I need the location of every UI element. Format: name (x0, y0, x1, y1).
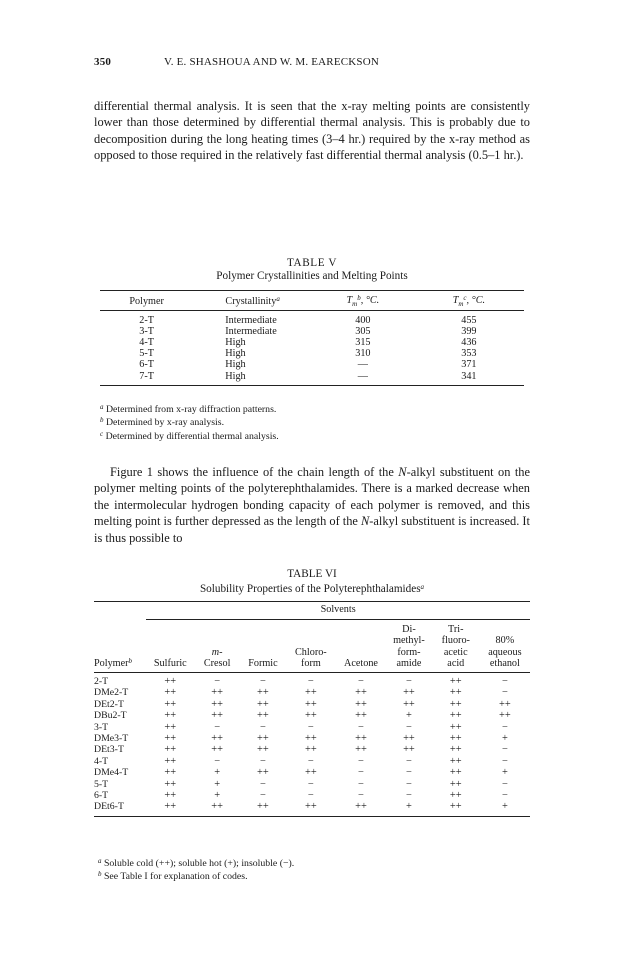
table-row (94, 801, 530, 816)
polymer-cell: DMe3-T (94, 733, 129, 744)
solubility-cell: − (307, 675, 314, 687)
table-row (94, 687, 530, 698)
cell: High (225, 337, 246, 349)
solubility-cell: ++ (304, 744, 317, 756)
solubility-cell: − (501, 687, 508, 699)
solubility-cell: ++ (211, 744, 224, 756)
solubility-cell: ++ (164, 721, 177, 733)
col-header-acetone: Acetone (336, 619, 386, 672)
footnote-b: $^b$ See Table I for explanation of codes. (98, 870, 248, 883)
solubility-cell: ++ (304, 687, 317, 699)
solubility-cell: ++ (257, 744, 269, 756)
cell: 436 (461, 337, 477, 349)
table-row (94, 790, 530, 801)
solubility-cell: ++ (164, 698, 177, 710)
solubility-cell: ++ (449, 675, 462, 687)
paragraph-1: differential thermal analysis. It is seen that the x-ray melting points are consistently lower than those determined by differential thermal analysis. This is probably due to decomposition during the long heating times (3–4 hr.) required by the x-ray method as opposed to those required in the relatively fast differential thermal analysis (0.5–1 hr.). (94, 99, 530, 163)
solubility-cell: ++ (449, 687, 462, 699)
solubility-cell: ++ (432, 801, 480, 816)
table-6-number: TABLE VI (287, 568, 337, 580)
table-row (94, 710, 530, 721)
solubility-cell: − (405, 767, 412, 779)
solubility-cell: ++ (449, 721, 462, 733)
solubility-cell: ++ (164, 778, 177, 790)
table-6 (94, 601, 530, 817)
solubility-cell: ++ (257, 767, 269, 779)
solubility-cell: ++ (355, 733, 367, 744)
solubility-cell: − (259, 721, 266, 733)
solubility-cell: + (501, 767, 508, 779)
solubility-cell: − (259, 675, 266, 687)
solubility-cell: − (214, 675, 221, 687)
solubility-cell: ++ (355, 710, 367, 722)
blank-header (94, 602, 146, 620)
cell: 455 (461, 315, 477, 327)
solubility-cell: − (501, 721, 508, 733)
paragraph-2: Figure 1 shows the influence of the chain length of the N-alkyl substituent on the polymer melting points of the polyterephthalamides. There is a marked decrease when the intermolecular hydrogen bonding capacity of each polymer is removed, and this melting point is further depressed as the length of the N-alkyl substituent is increased. It is thus possible to (94, 465, 530, 545)
solubility-cell: − (307, 778, 314, 790)
table-row (100, 371, 524, 386)
cell: — (312, 371, 414, 386)
col-header-crystallinity: Crystallinity$^a$ (193, 291, 312, 311)
table-6-footnotes (98, 856, 294, 883)
cell: 6-T (139, 359, 154, 371)
solubility-cell: ++ (403, 744, 415, 756)
solubility-cell: ++ (304, 767, 317, 779)
solubility-cell: − (358, 778, 364, 790)
table-5-title: Polymer Crystallinities and Melting Points (216, 270, 408, 282)
solubility-cell: − (358, 767, 364, 779)
solubility-cell: + (501, 733, 508, 744)
solubility-cell: − (501, 755, 508, 767)
solubility-cell: ++ (164, 755, 177, 767)
solubility-cell: ++ (164, 767, 177, 779)
cell: 3-T (139, 326, 154, 338)
cell: 400 (355, 315, 371, 327)
solubility-cell: ++ (449, 733, 462, 744)
solubility-cell: ++ (211, 687, 224, 699)
cell: — (357, 359, 368, 371)
footnote-b: $^b$ Determined by x-ray analysis. (100, 416, 225, 429)
cell: 341 (414, 371, 524, 386)
solubility-cell: − (405, 675, 412, 687)
footnote-a: $^a$ Determined from x-ray diffraction patterns. (100, 403, 277, 415)
col-header-sulfuric: Sulfuric (146, 619, 194, 672)
cell: 7-T (100, 371, 193, 386)
table-5-caption (94, 257, 530, 283)
col-header-dimethylformamide: Di- methyl- form- amide (386, 619, 432, 672)
table-row (100, 326, 524, 337)
polymer-cell: 5-T (94, 778, 109, 790)
polymer-cell: DMe2-T (94, 687, 129, 699)
solubility-cell: ++ (257, 687, 269, 699)
col-header-polymer: Polymer$^b$ (94, 619, 146, 672)
solubility-cell: − (307, 790, 314, 802)
solubility-cell: − (405, 721, 412, 733)
solubility-cell: + (214, 778, 221, 790)
table-row (100, 359, 524, 370)
solubility-cell: + (386, 801, 432, 816)
solubility-cell: ++ (304, 710, 317, 722)
solubility-cell: ++ (164, 790, 177, 802)
page-number: 350 (94, 56, 112, 68)
solubility-cell: ++ (211, 733, 224, 744)
col-header-aqueous-ethanol: 80% aqueous ethanol (480, 619, 530, 672)
solubility-cell: ++ (257, 733, 269, 744)
solubility-cell: ++ (449, 744, 462, 756)
solubility-cell: − (358, 721, 364, 733)
solubility-cell: − (501, 675, 508, 687)
solubility-cell: ++ (211, 710, 224, 722)
solubility-cell: ++ (336, 801, 386, 816)
cell: Intermediate (225, 315, 277, 327)
table-row (94, 756, 530, 767)
table-row (100, 337, 524, 348)
table-row (94, 672, 530, 687)
solubility-cell: ++ (164, 710, 177, 722)
solubility-cell: − (358, 790, 364, 802)
solubility-cell: ++ (164, 675, 177, 687)
table-row (94, 779, 530, 790)
solubility-cell: ++ (449, 778, 462, 790)
solubility-cell: + (480, 801, 530, 816)
cell: Intermediate (225, 326, 277, 338)
col-header-tm-xray: $T_m^b$, °C. (312, 291, 414, 311)
solubility-cell: − (358, 755, 364, 767)
polymer-cell: 3-T (94, 721, 109, 733)
col-header-trifluoroacetic-acid: Tri- fluoro- acetic acid (432, 619, 480, 672)
solubility-cell: ++ (194, 801, 240, 816)
solubility-cell: − (405, 755, 412, 767)
cell: 4-T (139, 337, 154, 349)
solubility-cell: ++ (257, 710, 269, 722)
polymer-cell: 2-T (94, 675, 109, 687)
solubility-cell: ++ (449, 710, 462, 722)
table-row (94, 733, 530, 744)
solubility-cell: − (307, 755, 314, 767)
page (94, 56, 530, 883)
solubility-cell: ++ (403, 687, 415, 699)
solubility-cell: ++ (403, 698, 415, 710)
cell: 305 (355, 326, 371, 338)
polymer-cell: 6-T (94, 790, 109, 802)
table-5 (100, 290, 524, 386)
solubility-cell: ++ (164, 733, 177, 744)
solubility-cell: ++ (449, 767, 462, 779)
table-row (94, 722, 530, 733)
footnote-a: $^a$ Soluble cold (++); soluble hot (+); insoluble (−). (98, 857, 295, 869)
cell: 315 (355, 337, 371, 349)
solubility-cell: ++ (257, 698, 269, 710)
solubility-cell: + (214, 767, 221, 779)
solubility-cell: ++ (355, 687, 367, 699)
solubility-cell: ++ (286, 801, 336, 816)
solubility-cell: ++ (146, 801, 194, 816)
table-6-title: Solubility Properties of the Polyterephthalamides$^a$ (199, 583, 425, 595)
solubility-cell: ++ (240, 801, 286, 816)
solubility-cell: ++ (355, 744, 367, 756)
solubility-cell: ++ (499, 710, 511, 722)
table-6-caption (94, 568, 530, 596)
cell: High (193, 371, 312, 386)
solubility-cell: ++ (449, 790, 462, 802)
table-row (94, 767, 530, 778)
solubility-cell: − (259, 778, 266, 790)
solubility-cell: ++ (449, 698, 462, 710)
solubility-cell: + (214, 790, 221, 802)
solubility-cell: − (214, 755, 221, 767)
solubility-cell: − (405, 778, 412, 790)
polymer-cell: DEt3-T (94, 744, 124, 756)
solubility-cell: − (501, 744, 508, 756)
footnote-c: $^c$ Determined by differential thermal analysis. (100, 429, 279, 442)
solubility-cell: + (405, 710, 412, 722)
solubility-cell: − (259, 755, 266, 767)
solubility-cell: − (307, 721, 314, 733)
running-head-authors: V. E. SHASHOUA AND W. M. EARECKSON (164, 56, 380, 68)
polymer-cell: DEt2-T (94, 698, 124, 710)
solubility-cell: − (259, 790, 266, 802)
cell: 310 (355, 348, 371, 360)
solubility-cell: − (405, 790, 412, 802)
solubility-cell: ++ (164, 687, 177, 699)
polymer-cell: DMe4-T (94, 767, 129, 779)
cell: High (225, 348, 246, 360)
table-row (100, 348, 524, 359)
polymer-cell: DEt6-T (94, 801, 146, 816)
cell: 353 (461, 348, 477, 360)
solubility-cell: − (358, 675, 364, 687)
solubility-cell: ++ (164, 744, 177, 756)
col-header-polymer: Polymer (100, 291, 193, 311)
table-row (94, 699, 530, 710)
cell: 371 (461, 359, 477, 371)
cell: High (225, 359, 246, 371)
col-header-chloroform: Chloro- form (286, 619, 336, 672)
solvents-group-header: Solvents (146, 602, 530, 620)
table-5-number: TABLE V (286, 257, 338, 269)
cell: 5-T (139, 348, 154, 360)
table-row (100, 311, 524, 327)
col-header-m-cresol: m- Cresol (194, 619, 240, 672)
solubility-cell: ++ (211, 698, 224, 710)
table-row (94, 744, 530, 755)
solubility-cell: − (214, 721, 221, 733)
col-header-tm-dta: $T_m^c$, °C. (414, 291, 524, 311)
cell: 399 (461, 326, 477, 338)
solubility-cell: ++ (355, 698, 367, 710)
polymer-cell: 4-T (94, 755, 109, 767)
polymer-cell: DBu2-T (94, 710, 127, 722)
running-header (94, 56, 530, 68)
solubility-cell: ++ (304, 698, 317, 710)
solubility-cell: ++ (449, 755, 462, 767)
solubility-cell: ++ (403, 733, 415, 744)
solubility-cell: ++ (499, 698, 511, 710)
solubility-cell: ++ (304, 733, 317, 744)
solubility-cell: − (501, 778, 508, 790)
cell: 2-T (139, 315, 154, 327)
col-header-formic: Formic (240, 619, 286, 672)
solubility-cell: − (501, 790, 508, 802)
table-5-footnotes (100, 402, 279, 442)
